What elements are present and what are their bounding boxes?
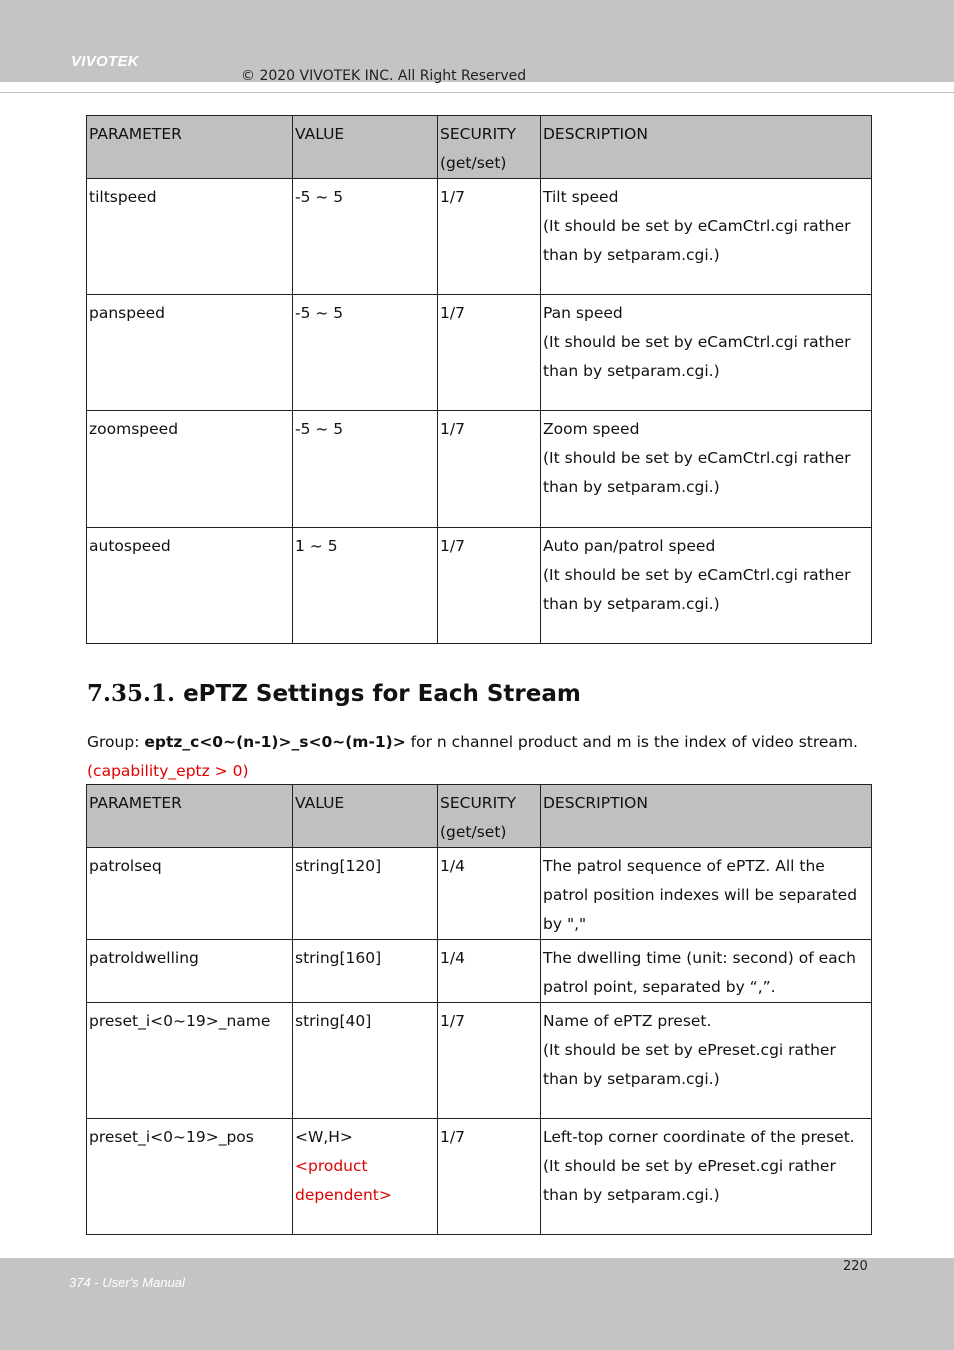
- table-row: [87, 1119, 872, 1235]
- security-cell: 1/4: [438, 848, 541, 940]
- col-header-description: DESCRIPTION: [541, 116, 872, 179]
- table-row: [87, 179, 872, 295]
- value-cell: -5 ~ 5: [293, 179, 438, 295]
- value-cell: -5 ~ 5: [293, 295, 438, 411]
- security-cell: 1/7: [438, 528, 541, 644]
- param-cell: patroldwelling: [87, 940, 293, 1003]
- col-header-security: SECURITY (get/set): [438, 116, 541, 179]
- security-cell: 1/7: [438, 1119, 541, 1235]
- param-cell: preset_i<0~19>_name: [87, 1003, 293, 1119]
- security-cell: 1/7: [438, 295, 541, 411]
- param-cell: panspeed: [87, 295, 293, 411]
- col-header-parameter: PARAMETER: [87, 785, 293, 848]
- security-cell: 1/7: [438, 1003, 541, 1119]
- page-number: 220: [843, 1259, 868, 1274]
- table-row: [87, 1003, 872, 1119]
- table-header-row: [87, 116, 872, 179]
- brand-logo: VIVOTEK: [71, 53, 139, 70]
- manual-page-label: 374 - User's Manual: [69, 1275, 185, 1290]
- section-number: 7.35.1.: [87, 680, 176, 707]
- header-divider: [0, 92, 954, 93]
- page-footer: [0, 1258, 954, 1350]
- value-cell: string[160]: [293, 940, 438, 1003]
- col-header-description: DESCRIPTION: [541, 785, 872, 848]
- table-row: [87, 528, 872, 644]
- parameter-table-ptz-speed: [86, 115, 872, 644]
- table-row: [87, 848, 872, 940]
- value-cell: 1 ~ 5: [293, 528, 438, 644]
- description-cell: Auto pan/patrol speed (It should be set by eCamCtrl.cgi rather than by setparam.cgi.): [541, 528, 872, 644]
- description-cell: Pan speed (It should be set by eCamCtrl.cgi rather than by setparam.cgi.): [541, 295, 872, 411]
- description-cell: The dwelling time (unit: second) of each patrol point, separated by “,”.: [541, 940, 872, 1003]
- value-note: <product dependent>: [295, 1157, 392, 1204]
- table-row: [87, 411, 872, 528]
- group-name: eptz_c<0~(n-1)>_s<0~(m-1)>: [144, 733, 406, 751]
- security-cell: 1/7: [438, 411, 541, 528]
- value-cell: <W,H> <product dependent>: [293, 1119, 438, 1235]
- section-heading: [87, 680, 581, 707]
- value-cell: string[40]: [293, 1003, 438, 1119]
- capability-note: (capability_eptz > 0): [87, 762, 249, 780]
- section-title: ePTZ Settings for Each Stream: [183, 681, 581, 707]
- security-cell: 1/7: [438, 179, 541, 295]
- description-cell: Tilt speed (It should be set by eCamCtrl.cgi rather than by setparam.cgi.): [541, 179, 872, 295]
- security-cell: 1/4: [438, 940, 541, 1003]
- table-row: [87, 940, 872, 1003]
- description-cell: Left-top corner coordinate of the preset. (It should be set by ePreset.cgi rather than by setparam.cgi.): [541, 1119, 872, 1235]
- param-cell: zoomspeed: [87, 411, 293, 528]
- param-cell: patrolseq: [87, 848, 293, 940]
- param-cell: autospeed: [87, 528, 293, 644]
- param-cell: preset_i<0~19>_pos: [87, 1119, 293, 1235]
- copyright-text: © 2020 VIVOTEK INC. All Right Reserved: [241, 68, 527, 84]
- description-cell: The patrol sequence of ePTZ. All the patrol position indexes will be separated by ",": [541, 848, 872, 940]
- col-header-parameter: PARAMETER: [87, 116, 293, 179]
- value-cell: string[120]: [293, 848, 438, 940]
- param-cell: tiltspeed: [87, 179, 293, 295]
- table-header-row: [87, 785, 872, 848]
- parameter-table-eptz: [86, 784, 872, 1235]
- col-header-value: VALUE: [293, 116, 438, 179]
- col-header-value: VALUE: [293, 785, 438, 848]
- description-cell: Name of ePTZ preset. (It should be set by ePreset.cgi rather than by setparam.cgi.): [541, 1003, 872, 1119]
- col-header-security: SECURITY (get/set): [438, 785, 541, 848]
- description-cell: Zoom speed (It should be set by eCamCtrl.cgi rather than by setparam.cgi.): [541, 411, 872, 528]
- group-description: Group: eptz_c<0~(n-1)>_s<0~(m-1)> for n channel product and m is the index of video stream. (capability_eptz > 0): [87, 728, 858, 786]
- table-row: [87, 295, 872, 411]
- value-cell: -5 ~ 5: [293, 411, 438, 528]
